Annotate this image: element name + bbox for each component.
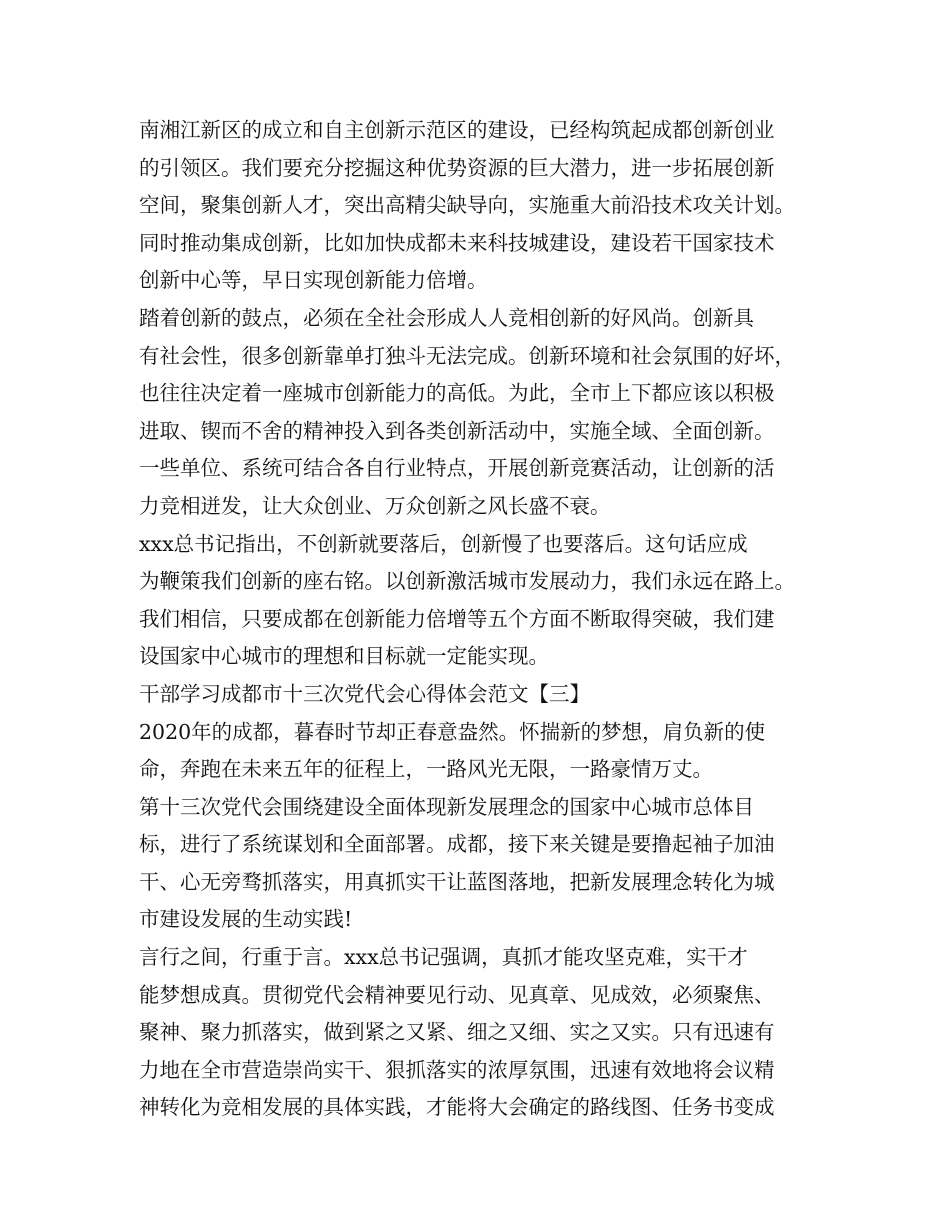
text-line: 设国家中心城市的理想和目标就一定能实现。: [139, 644, 549, 669]
text-line: 2020年的成都，暮春时节却正春意盎然。怀揣新的梦想，肩负新的使: [139, 719, 766, 744]
text-line: 力竞相迸发，让大众创业、万众创新之风长盛不衰。: [139, 493, 611, 518]
text-line: 有社会性，很多创新靠单打独斗无法完成。创新环境和社会氛围的好坏，: [139, 343, 795, 368]
text-line: 能梦想成真。贯彻党代会精神要见行动、见真章、见成效，必须聚焦、: [139, 982, 775, 1007]
text-line: 神转化为竞相发展的具体实践，才能将大会确定的路线图、任务书变成: [139, 1095, 775, 1120]
text-line: 干、心无旁骛抓落实，用真抓实干让蓝图落地，把新发展理念转化为城: [139, 869, 775, 894]
text-line: 创新中心等，早日实现创新能力倍增。: [139, 268, 488, 293]
text-line: 命，奔跑在未来五年的征程上，一路风光无限，一路豪情万丈。: [139, 757, 713, 782]
text-line: 的引领区。我们要充分挖掘这种优势资源的巨大潜力，进一步拓展创新: [139, 155, 775, 180]
text-line: 一些单位、系统可结合各自行业特点，开展创新竞赛活动，让创新的活: [139, 456, 775, 481]
text-line: 空间，聚集创新人才，突出高精尖缺导向，实施重大前沿技术攻关计划。: [139, 193, 795, 218]
text-line: 同时推动集成创新，比如加快成都未来科技城建设，建设若干国家技术: [139, 230, 775, 255]
text-line: 第十三次党代会围绕建设全面体现新发展理念的国家中心城市总体目: [139, 794, 754, 819]
text-line: 为鞭策我们创新的座右铭。以创新激活城市发展动力，我们永远在路上。: [139, 569, 795, 594]
text-line: 南湘江新区的成立和自主创新示范区的建设，已经构筑起成都创新创业: [139, 118, 775, 142]
text-line: 我们相信，只要成都在创新能力倍增等五个方面不断取得突破，我们建: [139, 606, 775, 631]
text-line: 聚神、聚力抓落实，做到紧之又紧、细之又细、实之又实。只有迅速有: [139, 1020, 775, 1045]
text-line: 进取、锲而不舍的精神投入到各类创新活动中，实施全域、全面创新。: [139, 418, 775, 443]
text-line: 言行之间，行重于言。xxx总书记强调，真抓才能攻坚克难，实干才: [139, 945, 748, 970]
text-line: 干部学习成都市十三次党代会心得体会范文【三】: [139, 681, 590, 706]
document-body: [139, 112, 829, 1127]
text-line: 踏着创新的鼓点，必须在全社会形成人人竞相创新的好风尚。创新具: [139, 305, 754, 330]
text-line: 市建设发展的生动实践!: [139, 907, 353, 932]
text-line: xxx总书记指出，不创新就要落后，创新慢了也要落后。这句话应成: [139, 531, 748, 556]
text-line: 力地在全市营造崇尚实干、狠抓落实的浓厚氛围，迅速有效地将会议精: [139, 1057, 775, 1082]
text-line: 标，进行了系统谋划和全面部署。成都，接下来关键是要撸起袖子加油: [139, 832, 775, 857]
text-line: 也往往决定着一座城市创新能力的高低。为此，全市上下都应该以积极: [139, 381, 775, 406]
